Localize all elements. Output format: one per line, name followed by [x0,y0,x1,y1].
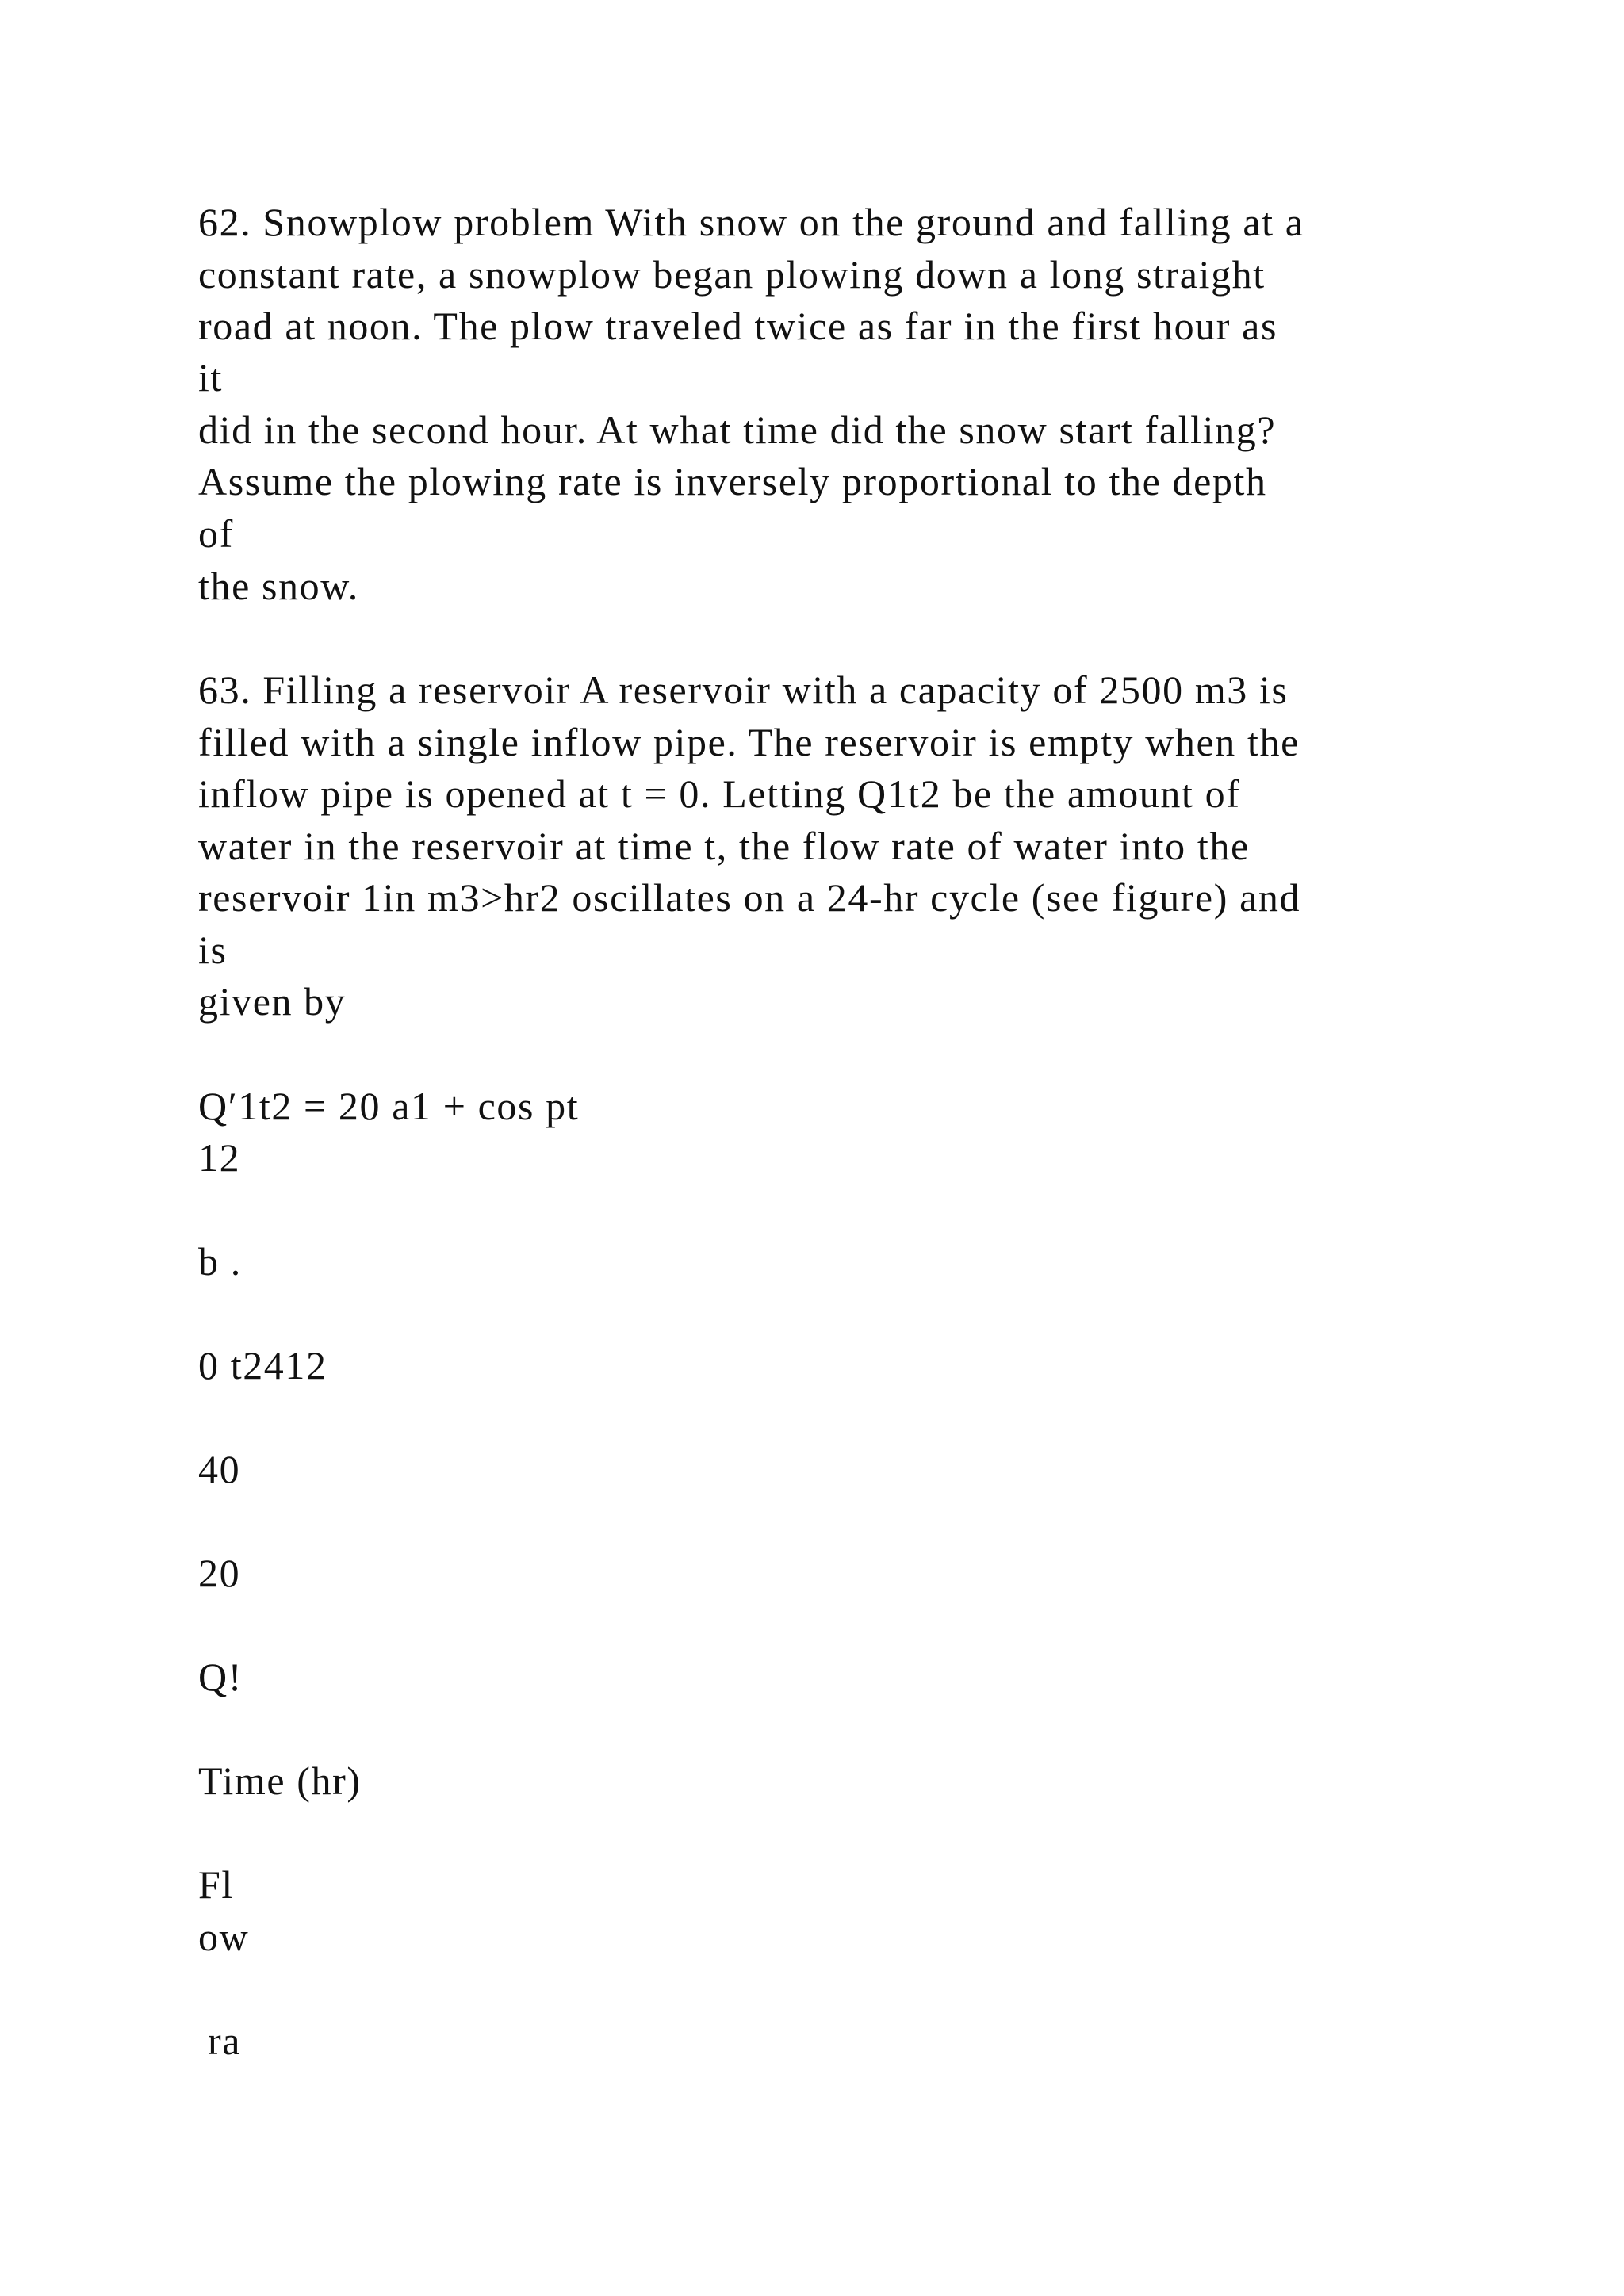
figure-tick-40: 40 [198,1447,241,1491]
figure-axis-ticks: 0 t2412 [198,1343,327,1387]
problem-63-line-1: 63. Filling a reservoir A reservoir with a capacity of 2500 m3 is [198,668,1289,712]
formula-fragment-b: b . [198,1239,242,1284]
figure-flow-fragment-2: ow [198,1915,250,1959]
figure-label-q: Q! [198,1655,243,1699]
formula-denominator: 12 [198,1135,241,1180]
figure-tick-20: 20 [198,1551,241,1595]
problem-62-line-8: the snow. [198,564,359,608]
problem-62-line-3: road at noon. The plow traveled twice as far in the first hour as [198,304,1278,348]
problem-63-line-7: given by [198,979,347,1024]
problem-62-line-1: 62. Snowplow problem With snow on the ground and falling at a [198,200,1304,244]
problem-63-line-5: reservoir 1in m3>hr2 oscillates on a 24-hr cycle (see figure) and [198,875,1301,920]
problem-62-line-6: Assume the plowing rate is inversely proportional to the depth [198,459,1267,503]
flow-rate-formula: Q′1t2 = 20 a1 + cos pt [198,1084,580,1128]
problem-62-line-4: it [198,355,223,400]
problem-63-line-4: water in the reservoir at time t, the flow rate of water into the [198,824,1250,868]
figure-flow-fragment-1: Fl [198,1862,234,1907]
figure-rate-fragment: ra [208,2019,242,2063]
problem-62-line-7: of [198,511,234,556]
problem-62-line-5: did in the second hour. At what time did the snow start falling? [198,408,1277,452]
problem-63-line-2: filled with a single inflow pipe. The reservoir is empty when the [198,720,1300,764]
problem-63-line-6: is [198,928,228,972]
problem-63-line-3: inflow pipe is opened at t = 0. Letting Q1t2 be the amount of [198,771,1241,816]
problem-62-line-2: constant rate, a snowplow began plowing down a long straight [198,252,1266,297]
figure-time-label: Time (hr) [198,1758,362,1803]
